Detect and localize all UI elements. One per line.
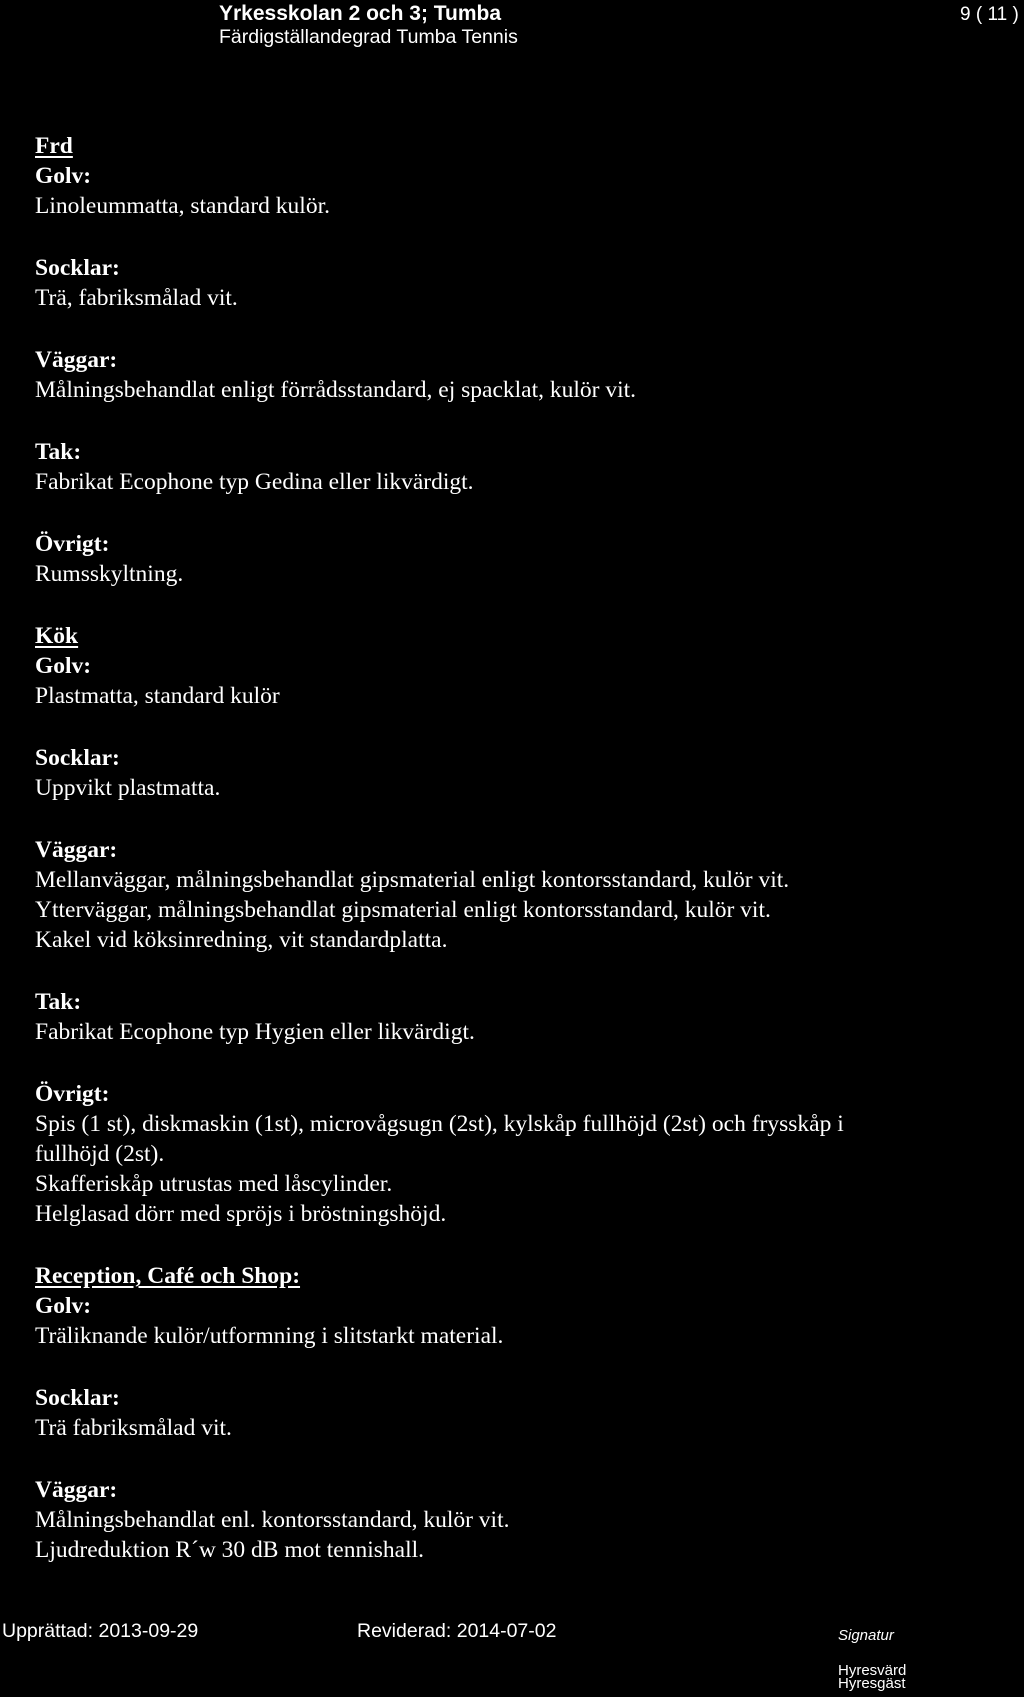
field-value: Träliknande kulör/utformning i slitstarkt material. <box>35 1323 504 1349</box>
section <box>35 1261 985 1565</box>
field-block <box>35 437 985 497</box>
field-value: Spis (1 st), diskmaskin (1st), microvågsugn (2st), kylskåp fullhöjd (2st) och frysskåp i <box>35 1111 844 1137</box>
field-label: Golv: <box>35 653 92 679</box>
document-title: Yrkesskolan 2 och 3; Tumba <box>219 2 502 25</box>
field-value: Ytterväggar, målningsbehandlat gipsmaterial enligt kontorsstandard, kulör vit. <box>35 897 771 923</box>
created-date: Upprättad: 2013-09-29 <box>2 1620 199 1642</box>
section <box>35 131 985 589</box>
revised-date: Reviderad: 2014-07-02 <box>357 1620 557 1642</box>
field-value: Ljudreduktion R´w 30 dB mot tennishall. <box>35 1537 425 1563</box>
field-block <box>35 987 985 1047</box>
field-value: Plastmatta, standard kulör <box>35 683 280 709</box>
field-label: Golv: <box>35 163 92 189</box>
field-block <box>35 835 985 955</box>
document-body <box>35 131 985 1597</box>
field-value: Rumsskyltning. <box>35 561 184 587</box>
field-label: Övrigt: <box>35 1081 110 1107</box>
field-value: Kakel vid köksinredning, vit standardplatta. <box>35 927 448 953</box>
field-label: Tak: <box>35 439 82 465</box>
field-block <box>35 1383 985 1443</box>
field-block <box>35 651 985 711</box>
field-label: Väggar: <box>35 347 118 373</box>
field-label: Väggar: <box>35 837 118 863</box>
field-value: fullhöjd (2st). <box>35 1141 165 1167</box>
field-value: Trä, fabriksmålad vit. <box>35 285 238 311</box>
section-heading: Frd <box>35 133 73 159</box>
field-label: Socklar: <box>35 1385 120 1411</box>
field-block <box>35 345 985 405</box>
field-label: Socklar: <box>35 255 120 281</box>
section-heading: Kök <box>35 623 79 649</box>
field-block <box>35 1291 985 1351</box>
field-block <box>35 1079 985 1229</box>
field-block <box>35 1475 985 1565</box>
field-label: Golv: <box>35 1293 92 1319</box>
section <box>35 621 985 1229</box>
field-value: Mellanväggar, målningsbehandlat gipsmaterial enligt kontorsstandard, kulör vit. <box>35 867 790 893</box>
field-value: Fabrikat Ecophone typ Hygien eller likvärdigt. <box>35 1019 475 1045</box>
field-block <box>35 253 985 313</box>
field-value: Målningsbehandlat enligt förrådsstandard, ej spacklat, kulör vit. <box>35 377 637 403</box>
field-block <box>35 161 985 221</box>
field-value: Helglasad dörr med spröjs i bröstningshöjd. <box>35 1201 447 1227</box>
document-subtitle: Färdigställandegrad Tumba Tennis <box>219 26 518 48</box>
landlord-label: Hyresvärd <box>838 1662 907 1679</box>
field-value: Målningsbehandlat enl. kontorsstandard, kulör vit. <box>35 1507 510 1533</box>
field-value: Fabrikat Ecophone typ Gedina eller likvärdigt. <box>35 469 474 495</box>
field-label: Socklar: <box>35 745 120 771</box>
page-number: 9 ( 11 ) <box>960 4 1019 25</box>
field-value: Skafferiskåp utrustas med låscylinder. <box>35 1171 393 1197</box>
field-block <box>35 743 985 803</box>
field-label: Övrigt: <box>35 531 110 557</box>
section-heading: Reception, Café och Shop: <box>35 1263 301 1289</box>
tenant-label: Hyresgäst <box>838 1675 906 1692</box>
field-value: Uppvikt plastmatta. <box>35 775 221 801</box>
field-label: Väggar: <box>35 1477 118 1503</box>
signature-label: Signatur <box>838 1627 894 1644</box>
field-value: Linoleummatta, standard kulör. <box>35 193 330 219</box>
field-label: Tak: <box>35 989 82 1015</box>
field-block <box>35 529 985 589</box>
field-value: Trä fabriksmålad vit. <box>35 1415 232 1441</box>
